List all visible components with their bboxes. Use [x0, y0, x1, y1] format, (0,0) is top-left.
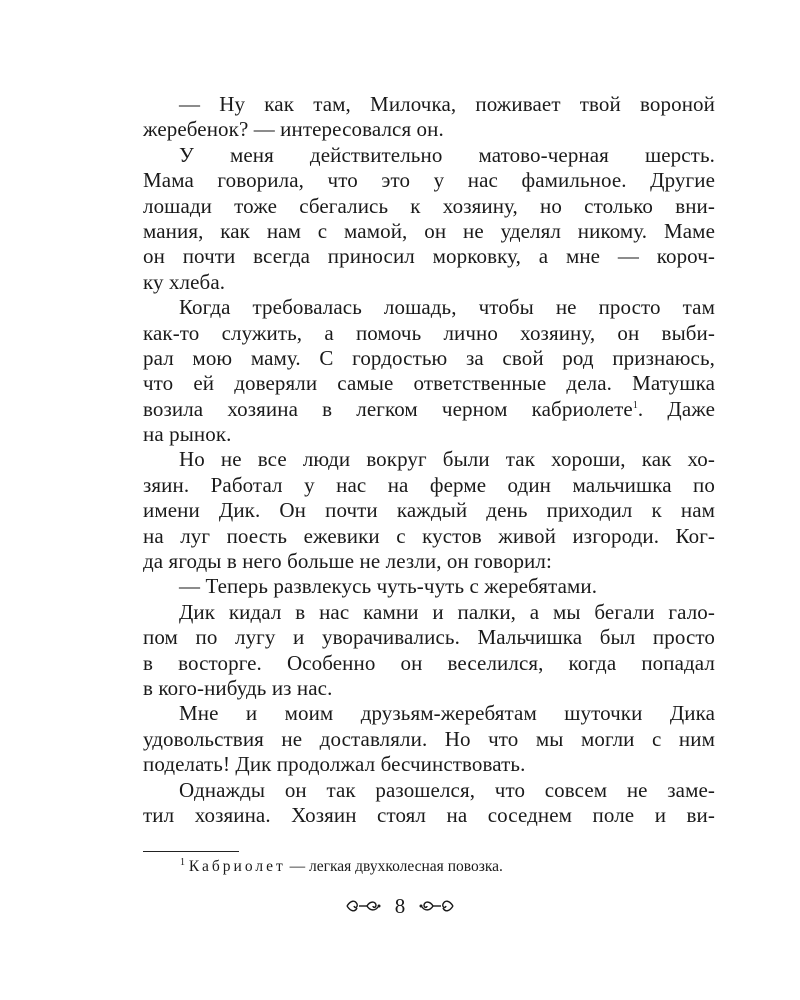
text-line: имени Дик. Он почти каждый день приходил к нам: [143, 498, 715, 523]
text-line: он почти всегда приносил морковку, а мне — короч-: [143, 244, 715, 269]
text-line: что ей доверяли самые ответственные дела. Матушка: [143, 371, 715, 396]
text-line: Однажды он так разошелся, что совсем не заме-: [179, 777, 715, 802]
text-line: на рынок.: [143, 422, 232, 447]
footnote-reference: 1: [632, 399, 638, 411]
footnote-divider: [143, 851, 239, 852]
page-footer: [0, 893, 800, 919]
text-line: лошади тоже сбегались к хозяину, но столько вни-: [143, 193, 715, 218]
text-line: жеребенок? — интересовался он.: [143, 117, 444, 142]
text-line: ку хлеба.: [143, 269, 226, 294]
text-line: да ягоды в него больше не лезли, он говорил:: [143, 549, 552, 574]
text-line: тил хозяина. Хозяин стоял на соседнем поле и ви-: [143, 802, 715, 827]
text-line: У меня действительно матово-черная шерсть.: [179, 142, 715, 167]
page-number: 8: [394, 894, 406, 918]
body-text: [143, 92, 715, 828]
text-line: мания, как нам с мамой, он не уделял никому. Маме: [143, 218, 715, 243]
text-line: — Теперь развлекусь чуть-чуть с жеребятами.: [179, 574, 598, 599]
text-line: Дик кидал в нас камни и палки, а мы бегали гало-: [179, 599, 715, 624]
footnote: [180, 857, 503, 877]
text-line: в восторге. Особенно он веселился, когда попадал: [143, 650, 715, 675]
text-line: как-то служить, а помочь лично хозяину, он выби-: [143, 320, 715, 345]
text-line: Мне и моим друзьям-жеребятам шуточки Дика: [179, 701, 715, 726]
text-line: на луг поесть ежевики с кустов живой изгороди. Ког-: [143, 523, 715, 548]
footnote-definition: — легкая двухколесная повозка.: [285, 858, 503, 875]
text-line: зяин. Работал у нас на ферме один мальчишка по: [143, 472, 715, 497]
text-line: в кого-нибудь из нас.: [143, 675, 333, 700]
text-line: Мама говорила, что это у нас фамильное. Другие: [143, 168, 715, 193]
text-line: удовольствия не доставляли. Но что мы могли с ним: [143, 726, 715, 751]
text-line: пом по лугу и уворачивались. Мальчишка был просто: [143, 625, 715, 650]
text-line: рал мою маму. С гордостью за свой род признаюсь,: [143, 345, 715, 370]
footnote-marker: 1: [180, 856, 185, 868]
footnote-term: Кабриолет: [188, 858, 286, 875]
text-line: поделать! Дик продолжал бесчинствовать.: [143, 752, 526, 777]
text-line: возила хозяина в легком черном кабриолете$^1$. Даже: [143, 396, 715, 421]
left-ornament-icon: [345, 897, 381, 915]
text-line: — Ну как там, Милочка, поживает твой вороной: [179, 92, 715, 116]
text-line: Но не все люди вокруг были так хороши, как хо-: [179, 447, 715, 472]
right-ornament-icon: [419, 897, 455, 915]
text-line: Когда требовалась лошадь, чтобы не просто там: [179, 295, 715, 320]
